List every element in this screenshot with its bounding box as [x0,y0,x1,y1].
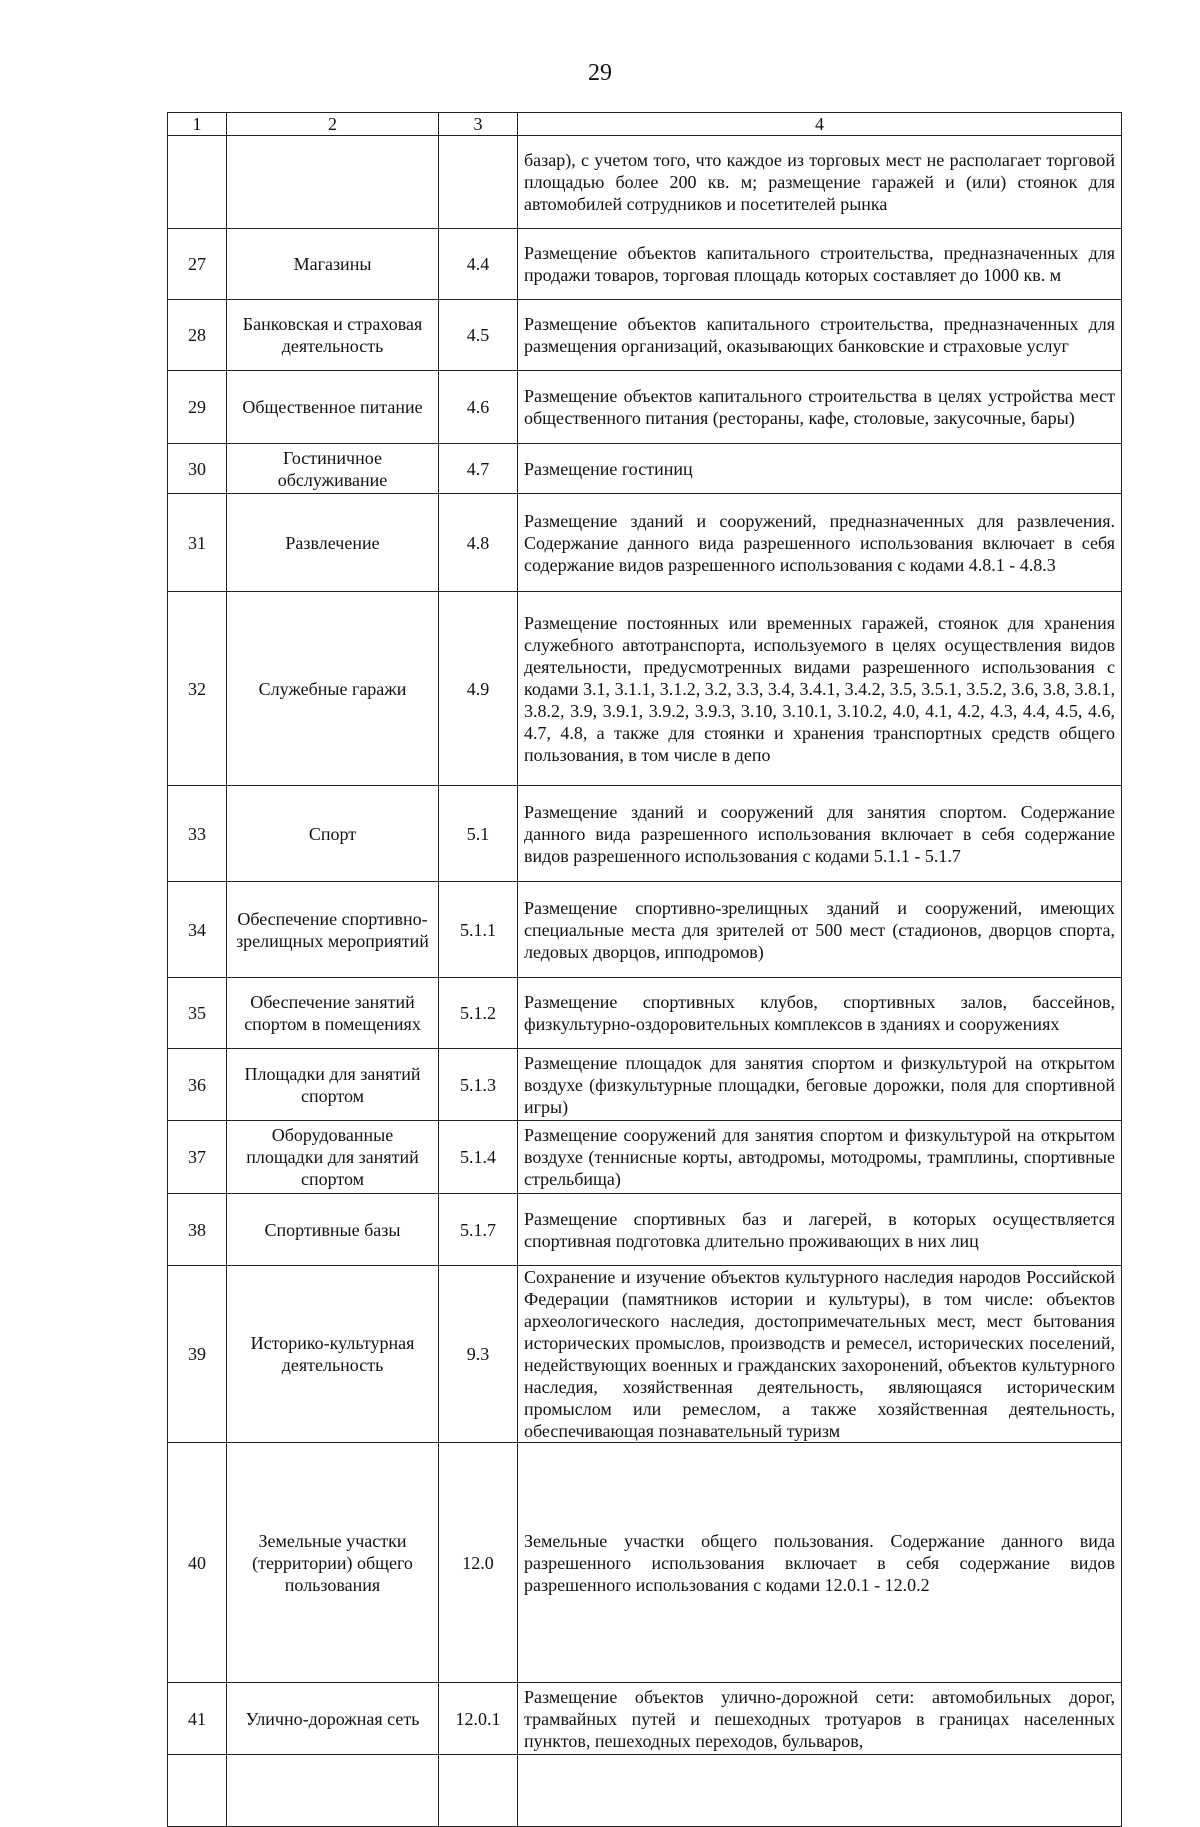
land-use-code: 5.1.1 [439,882,518,978]
land-use-description: Размещение сооружений для занятия спортом и физкультурой на открытом воздухе (теннисные корты, автодромы, мотодромы, трамплины, спортивные стрельбища) [518,1121,1122,1194]
land-use-name: Спортивные базы [227,1194,439,1266]
row-number: 40 [168,1443,227,1683]
row-number: 35 [168,978,227,1049]
land-use-name: Обеспечение занятий спортом в помещениях [227,978,439,1049]
land-use-code: 4.5 [439,300,518,371]
land-use-description: Размещение объектов капитального строительства, предназначенных для продажи товаров, торговая площадь которых составляет до 1000 кв. м [518,229,1122,300]
land-use-code: 4.6 [439,371,518,444]
table-row [168,229,1122,300]
table-row [168,494,1122,592]
land-use-code: 5.1.7 [439,1194,518,1266]
table-header-row [168,113,1122,136]
table-row [168,371,1122,444]
land-use-name: Улично-дорожная сеть [227,1683,439,1755]
land-use-table [167,112,1122,1827]
column-header: 4 [518,113,1122,136]
row-number: 27 [168,229,227,300]
land-use-name: Обеспечение спортивно-зрелищных мероприятий [227,882,439,978]
land-use-code: 5.1.3 [439,1049,518,1121]
land-use-description: Сохранение и изучение объектов культурного наследия народов Российской Федерации (памятников истории и культуры), в том числе: объектов археологического наследия, достопримечательных мест, мест бытования исторических промыслов, производств и ремесел, исторических поселений, недействующих военных и гражданских захоронений, объектов культурного наследия, хозяйственная деятельность, являющаяся историческим промыслом или ремеслом, а также хозяйственная деятельность, обеспечивающая познавательный туризм [518,1266,1122,1443]
land-use-code [439,1755,518,1827]
table-row [168,1194,1122,1266]
column-header: 1 [168,113,227,136]
table-row [168,1683,1122,1755]
land-use-code: 4.7 [439,444,518,494]
land-use-name: Банковская и страховая деятельность [227,300,439,371]
table-row [168,1121,1122,1194]
table-row [168,1049,1122,1121]
row-number: 38 [168,1194,227,1266]
land-use-code [439,136,518,229]
table-row [168,1266,1122,1443]
land-use-name: Общественное питание [227,371,439,444]
land-use-description [518,1755,1122,1827]
column-header: 3 [439,113,518,136]
land-use-code: 12.0 [439,1443,518,1683]
land-use-name: Спорт [227,786,439,882]
row-number: 34 [168,882,227,978]
land-use-description: Размещение спортивных баз и лагерей, в которых осуществляется спортивная подготовка длительно проживающих в них лиц [518,1194,1122,1266]
table-row [168,786,1122,882]
land-use-code: 12.0.1 [439,1683,518,1755]
row-number: 31 [168,494,227,592]
land-use-name: Земельные участки (территории) общего пользования [227,1443,439,1683]
land-use-code: 4.9 [439,592,518,786]
land-use-name [227,1755,439,1827]
land-use-description: Размещение спортивно-зрелищных зданий и сооружений, имеющих специальные места для зрителей от 500 мест (стадионов, дворцов спорта, ледовых дворцов, ипподромов) [518,882,1122,978]
row-number: 36 [168,1049,227,1121]
table-row [168,444,1122,494]
land-use-name [227,136,439,229]
row-number: 33 [168,786,227,882]
table-row [168,1755,1122,1827]
row-number: 39 [168,1266,227,1443]
land-use-name: Гостиничное обслуживание [227,444,439,494]
row-number: 37 [168,1121,227,1194]
land-use-code: 5.1.4 [439,1121,518,1194]
row-number: 28 [168,300,227,371]
table-row [168,882,1122,978]
land-use-description: Размещение зданий и сооружений, предназначенных для развлечения. Содержание данного вида разрешенного использования включает в себя содержание видов разрешенного использования с кодами 4.8.1 - 4.8.3 [518,494,1122,592]
land-use-code: 9.3 [439,1266,518,1443]
land-use-description: Размещение постоянных или временных гаражей, стоянок для хранения служебного автотранспорта, используемого в целях осуществления видов деятельности, предусмотренных видами разрешенного использования с кодами 3.1, 3.1.1, 3.1.2, 3.2, 3.3, 3.4, 3.4.1, 3.4.2, 3.5, 3.5.1, 3.5.2, 3.6, 3.8, 3.8.1, 3.8.2, 3.9, 3.9.1, 3.9.2, 3.9.3, 3.10, 3.10.1, 3.10.2, 4.0, 4.1, 4.2, 4.3, 4.4, 4.5, 4.6, 4.7, 4.8, а также для стоянки и хранения транспортных средств общего пользования, в том числе в депо [518,592,1122,786]
land-use-description: Размещение площадок для занятия спортом и физкультурой на открытом воздухе (физкультурные площадки, беговые дорожки, поля для спортивной игры) [518,1049,1122,1121]
table-row [168,300,1122,371]
table-row [168,136,1122,229]
row-number: 32 [168,592,227,786]
land-use-description: Размещение спортивных клубов, спортивных залов, бассейнов, физкультурно-оздоровительных комплексов в зданиях и сооружениях [518,978,1122,1049]
land-use-description: Размещение гостиниц [518,444,1122,494]
table-row [168,592,1122,786]
land-use-code: 5.1 [439,786,518,882]
land-use-description: Размещение зданий и сооружений для занятия спортом. Содержание данного вида разрешенного использования включает в себя содержание видов разрешенного использования с кодами 5.1.1 - 5.1.7 [518,786,1122,882]
land-use-name: Площадки для занятий спортом [227,1049,439,1121]
row-number: 29 [168,371,227,444]
land-use-description: базар), с учетом того, что каждое из торговых мест не располагает торговой площадью более 200 кв. м; размещение гаражей и (или) стоянок для автомобилей сотрудников и посетителей рынка [518,136,1122,229]
page-number: 29 [588,60,612,86]
land-use-code: 4.4 [439,229,518,300]
row-number [168,136,227,229]
row-number: 41 [168,1683,227,1755]
column-header: 2 [227,113,439,136]
land-use-description: Размещение объектов капитального строительства, предназначенных для размещения организаций, оказывающих банковские и страховые услуг [518,300,1122,371]
land-use-name: Оборудованные площадки для занятий спортом [227,1121,439,1194]
land-use-name: Развлечение [227,494,439,592]
land-use-name: Служебные гаражи [227,592,439,786]
land-use-code: 4.8 [439,494,518,592]
row-number: 30 [168,444,227,494]
land-use-description: Земельные участки общего пользования. Содержание данного вида разрешенного использования включает в себя содержание видов разрешенного использования с кодами 12.0.1 - 12.0.2 [518,1443,1122,1683]
table-row [168,1443,1122,1683]
land-use-code: 5.1.2 [439,978,518,1049]
row-number [168,1755,227,1827]
land-use-description: Размещение объектов улично-дорожной сети: автомобильных дорог, трамвайных путей и пешеходных тротуаров в границах населенных пунктов, пешеходных переходов, бульваров, [518,1683,1122,1755]
land-use-name: Историко-культурная деятельность [227,1266,439,1443]
land-use-description: Размещение объектов капитального строительства в целях устройства мест общественного питания (рестораны, кафе, столовые, закусочные, бары) [518,371,1122,444]
table-row [168,978,1122,1049]
land-use-name: Магазины [227,229,439,300]
